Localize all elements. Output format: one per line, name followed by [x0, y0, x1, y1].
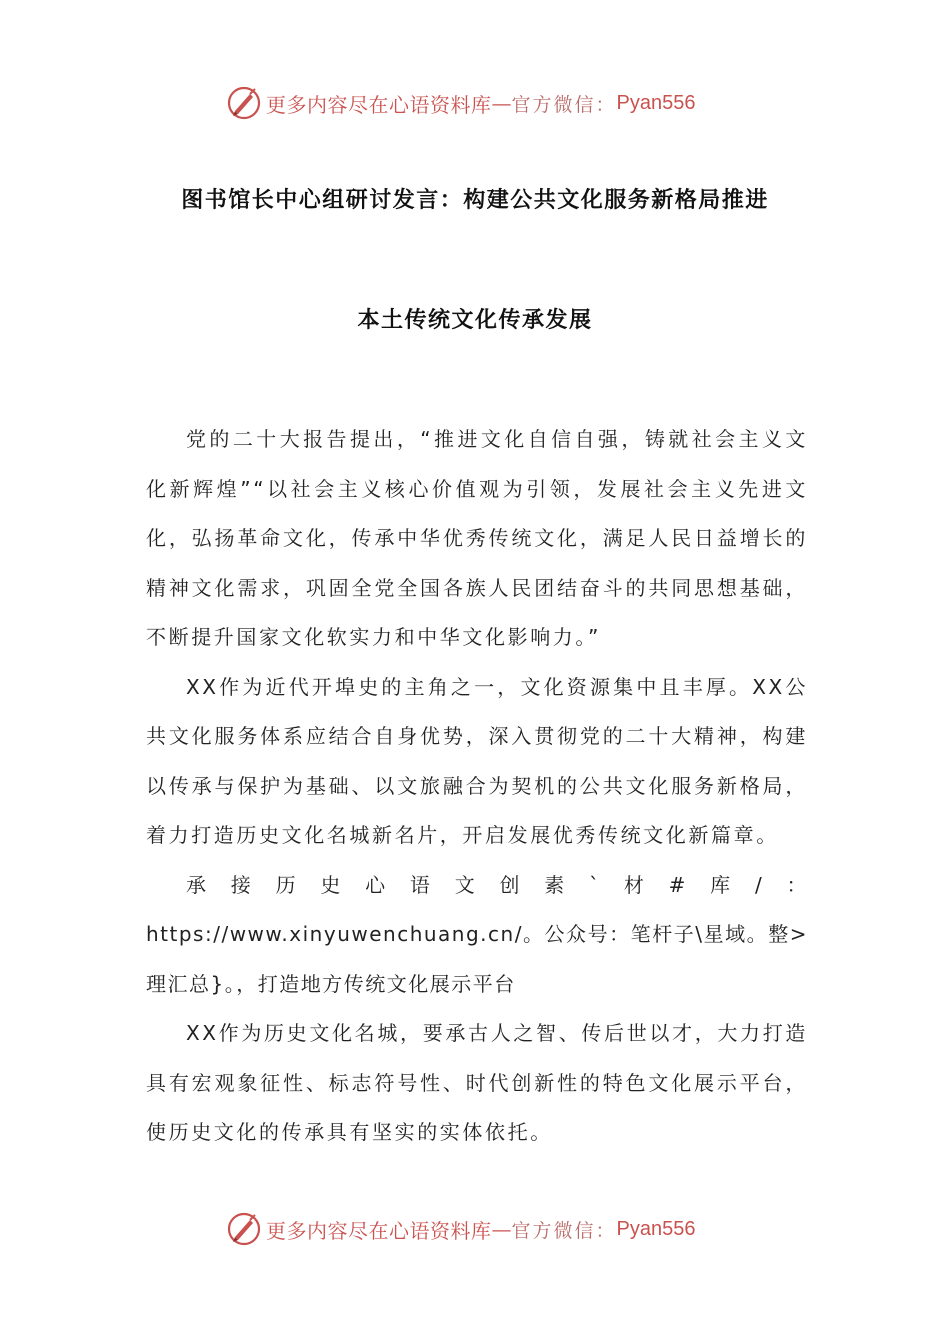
document-title-line-1: 图书馆长中心组研讨发言：构建公共文化服务新格局推进	[181, 188, 769, 213]
body-paragraph-4: XX作为历史文化名城，要承古人之智、传后世以才，大力打造具有宏观象征性、标志符号性、时代创新性的特色文化展示平台，使历史文化的传承具有坚实的实体依托。	[146, 1021, 808, 1144]
header-banner	[226, 83, 726, 123]
pen-logo-icon	[226, 85, 262, 121]
document-body	[146, 415, 808, 1158]
body-paragraph-3: 承接历史心语文创素`材#库/：https://www.xinyuwenchuang.cn/。公众号：笔杆子\星域。整>理汇总}。，打造地方传统文化展示平台	[146, 872, 808, 996]
footer-banner	[226, 1209, 726, 1249]
banner-wechat-id: Pyan556	[616, 91, 696, 114]
banner-wechat-label: 官方微信：	[511, 1219, 617, 1242]
banner-brand-text: 更多内容尽在心语资料库	[266, 92, 492, 117]
banner-wechat-id: Pyan556	[616, 1217, 696, 1240]
body-paragraph-1: 党的二十大报告提出，“推进文化自信自强，铸就社会主义文化新辉煌”“以社会主义核心价值观为引领，发展社会主义先进文化，弘扬革命文化，传承中华优秀传统文化，满足人民日益增长的精神文化需求，巩固全党全国各族人民团结奋斗的共同思想基础，不断提升国家文化软实力和中华文化影响力。”	[146, 427, 808, 649]
pen-logo-icon	[226, 1211, 262, 1247]
banner-wechat-label: 官方微信：	[511, 93, 617, 116]
banner-separator: —	[491, 91, 512, 115]
body-paragraph-2: XX作为近代开埠史的主角之一，文化资源集中且丰厚。XX公共文化服务体系应结合自身优势，深入贯彻党的二十大精神，构建以传承与保护为基础、以文旅融合为契机的公共文化服务新格局，着力打造历史文化名城新名片，开启发展优秀传统文化新篇章。	[146, 674, 808, 847]
banner-separator: —	[491, 1217, 512, 1241]
banner-brand-text: 更多内容尽在心语资料库	[266, 1218, 492, 1243]
document-title-line-2: 本土传统文化传承发展	[357, 308, 593, 333]
